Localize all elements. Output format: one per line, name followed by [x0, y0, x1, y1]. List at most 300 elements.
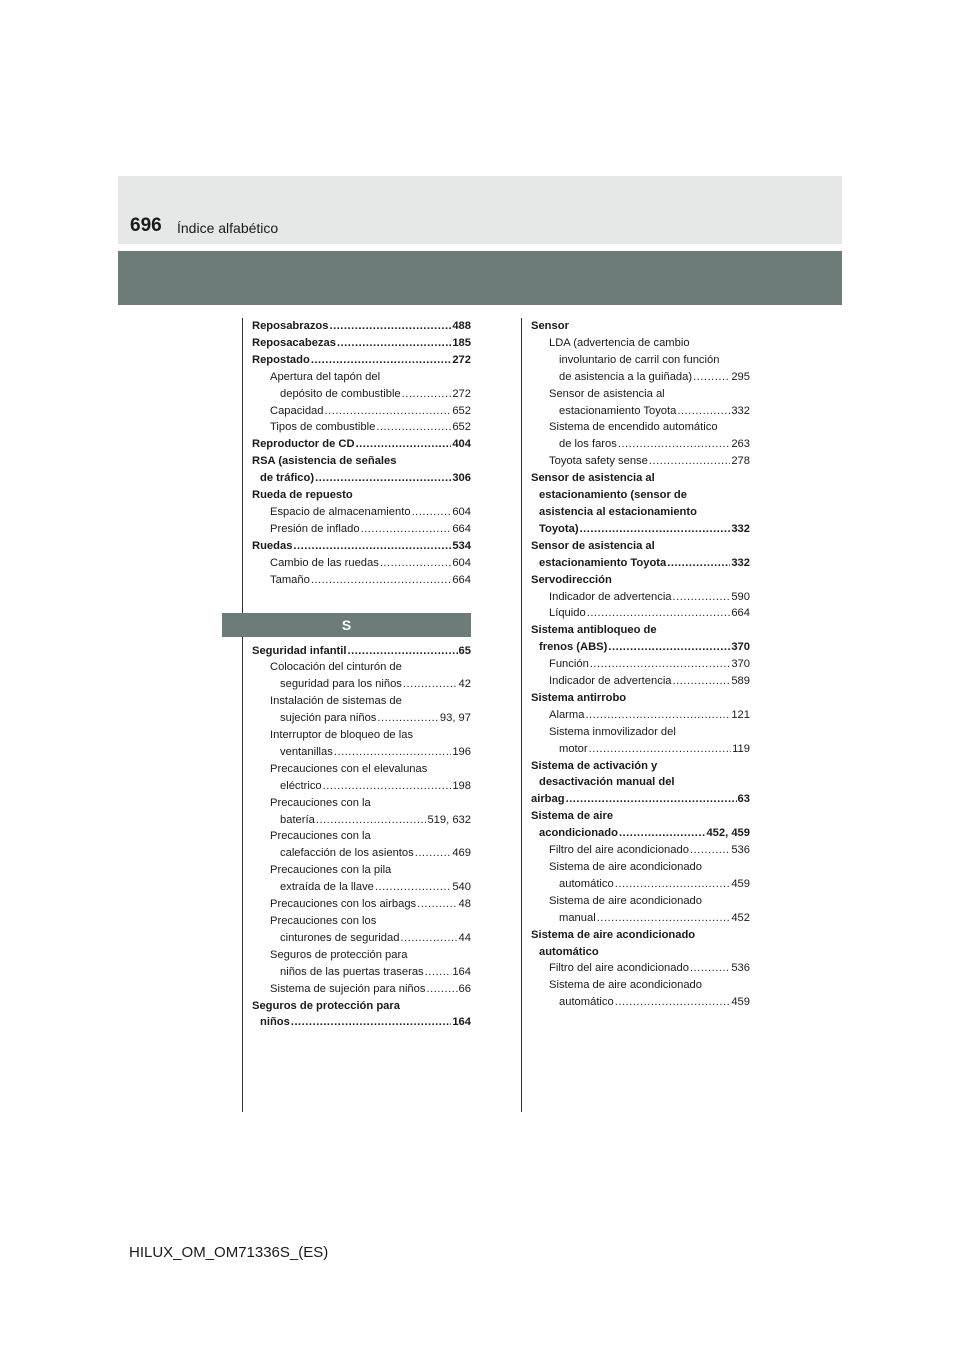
index-column-right — [531, 318, 750, 1011]
index-line — [252, 913, 471, 930]
index-line — [531, 521, 750, 538]
page-reference: 44 — [458, 931, 471, 944]
index-line — [531, 960, 750, 977]
index-line — [252, 369, 471, 386]
index-line — [252, 521, 471, 538]
index-subentry — [252, 693, 471, 727]
page-reference: 589 — [731, 675, 750, 688]
index-line — [531, 419, 750, 436]
index-term: Toyota safety sense — [549, 455, 648, 468]
index-line — [531, 927, 750, 944]
index-line — [252, 572, 471, 589]
document-code: HILUX_OM_OM71336S_(ES) — [129, 1244, 329, 1261]
page-reference: 652 — [452, 404, 471, 417]
dot-leader — [356, 436, 452, 453]
index-subentry — [252, 659, 471, 693]
index-subentry — [531, 859, 750, 893]
page-reference: 370 — [731, 658, 750, 671]
index-term: airbag — [531, 793, 565, 806]
index-term: Sistema de activación y — [531, 759, 658, 772]
page-reference: 652 — [452, 421, 471, 434]
index-term: frenos (ABS) — [539, 641, 608, 654]
index-subentry — [531, 335, 750, 386]
index-term: Sensor — [531, 320, 569, 332]
index-term: desactivación manual del — [539, 776, 675, 789]
dot-leader — [315, 470, 451, 487]
index-entry — [252, 436, 471, 453]
index-line — [252, 744, 471, 761]
dot-leader — [323, 778, 452, 795]
index-subentry — [252, 369, 471, 403]
index-entry — [531, 470, 750, 538]
index-subentry — [252, 727, 471, 761]
index-entry — [531, 622, 750, 656]
index-term: Capacidad — [270, 404, 324, 417]
dot-leader — [311, 572, 452, 589]
index-term: motor — [559, 742, 588, 755]
index-term: Alarma — [549, 708, 585, 721]
dot-leader — [426, 981, 457, 998]
dot-leader — [376, 419, 451, 436]
index-term: Toyota) — [539, 522, 579, 535]
index-term: sujeción para niños — [280, 712, 377, 725]
index-subentry — [252, 761, 471, 795]
index-term: de asistencia a la guiñada) — [559, 370, 693, 383]
dot-leader — [402, 386, 452, 403]
chapter-band — [118, 251, 842, 305]
index-subentry — [252, 555, 471, 572]
index-line — [531, 318, 750, 335]
index-term: Tipos de combustible — [270, 421, 376, 434]
index-line — [531, 944, 750, 961]
index-term: calefacción de los asientos — [280, 847, 414, 860]
index-line — [252, 727, 471, 744]
index-subentry — [531, 453, 750, 470]
page-reference: 272 — [452, 387, 471, 400]
page-reference: 121 — [731, 708, 750, 721]
page-reference: 540 — [452, 881, 471, 894]
index-term: Rueda de repuesto — [252, 489, 353, 502]
dot-leader — [337, 335, 451, 352]
index-term: depósito de combustible — [280, 387, 401, 400]
index-term: Seguridad infantil — [252, 644, 347, 657]
index-line — [252, 676, 471, 693]
index-line — [252, 778, 471, 795]
page-reference: 590 — [731, 590, 750, 603]
index-term: estacionamiento Toyota — [539, 556, 667, 569]
index-subentry — [531, 707, 750, 724]
index-entry — [252, 335, 471, 352]
section-title: Índice alfabético — [177, 220, 279, 236]
index-term: Precauciones con el elevalunas — [270, 762, 428, 775]
page-reference: 306 — [452, 472, 471, 485]
page-reference: 332 — [731, 404, 750, 417]
index-subentry — [252, 572, 471, 589]
dot-leader — [377, 710, 438, 727]
column-divider-right — [521, 318, 522, 1112]
index-term: Cambio de las ruedas — [270, 556, 379, 569]
dot-leader — [380, 555, 452, 572]
index-subentry — [252, 521, 471, 538]
index-term: Precauciones con la — [270, 796, 371, 809]
dot-leader — [585, 707, 730, 724]
index-line — [531, 538, 750, 555]
index-term: automático — [539, 945, 599, 958]
index-line — [252, 812, 471, 829]
dot-leader — [403, 676, 458, 693]
index-line — [252, 643, 471, 660]
index-term: Sistema de aire — [531, 810, 614, 823]
dot-leader — [329, 318, 451, 335]
dot-leader — [425, 964, 452, 981]
page-reference: 332 — [731, 522, 750, 535]
index-line — [252, 981, 471, 998]
page-reference: 536 — [731, 844, 750, 857]
page-reference: 404 — [452, 438, 471, 451]
index-term: Sistema antirrobo — [531, 691, 627, 704]
page-reference: 66 — [458, 982, 471, 995]
dot-leader — [293, 538, 451, 555]
page-reference: 63 — [737, 793, 750, 806]
index-term: Indicador de advertencia — [549, 675, 672, 688]
index-line — [252, 998, 471, 1015]
index-subentry — [531, 419, 750, 453]
index-subentry — [531, 673, 750, 690]
page-reference: 519, 632 — [427, 813, 471, 826]
dot-leader — [673, 589, 731, 606]
index-entry — [531, 927, 750, 961]
dot-leader — [334, 744, 451, 761]
index-line — [531, 876, 750, 893]
index-line — [252, 504, 471, 521]
index-line — [531, 453, 750, 470]
index-term: Sistema de sujeción para niños — [270, 982, 426, 995]
index-subentry — [252, 795, 471, 829]
index-term: niños de las puertas traseras — [280, 965, 424, 978]
index-term: Precauciones con la — [270, 830, 371, 843]
index-entry — [531, 538, 750, 572]
index-term: Filtro del aire acondicionado — [549, 844, 689, 857]
index-line — [531, 589, 750, 606]
index-line — [252, 845, 471, 862]
index-term: Sistema inmovilizador del — [549, 725, 676, 738]
page-reference: 48 — [458, 898, 471, 911]
dot-leader — [618, 436, 730, 453]
index-subentry — [531, 605, 750, 622]
index-term: acondicionado — [539, 827, 618, 840]
page-reference: 263 — [731, 438, 750, 451]
index-term: ventanillas — [280, 745, 333, 758]
dot-leader — [608, 639, 730, 656]
dot-leader — [649, 453, 730, 470]
index-line — [531, 622, 750, 639]
dot-leader — [615, 994, 731, 1011]
page-reference: 604 — [452, 505, 471, 518]
index-entry — [252, 318, 471, 335]
index-line — [531, 673, 750, 690]
index-line — [252, 436, 471, 453]
index-subentry — [531, 589, 750, 606]
index-line — [531, 470, 750, 487]
index-subentry — [252, 403, 471, 420]
index-term: Apertura del tapón del — [270, 370, 381, 383]
index-line — [252, 470, 471, 487]
index-term: Reposacabezas — [252, 336, 336, 349]
index-entry — [252, 453, 471, 487]
index-subentry — [531, 960, 750, 977]
index-term: Sistema de aire acondicionado — [549, 894, 702, 907]
index-line — [252, 710, 471, 727]
index-term: Sistema de aire acondicionado — [549, 979, 702, 992]
index-group-s-continued — [531, 318, 750, 1011]
index-subentry — [252, 419, 471, 436]
index-line — [531, 639, 750, 656]
page-reference: 664 — [731, 607, 750, 620]
page-reference: 164 — [452, 965, 471, 978]
index-line — [531, 656, 750, 673]
index-line — [252, 930, 471, 947]
index-line — [531, 774, 750, 791]
page-reference: 198 — [452, 779, 471, 792]
dot-leader — [597, 910, 731, 927]
index-subentry — [531, 893, 750, 927]
index-term: Sensor de asistencia al — [531, 472, 655, 485]
index-line — [252, 538, 471, 555]
page-reference: 452, 459 — [706, 827, 750, 840]
index-term: Sensor de asistencia al — [531, 539, 655, 552]
index-subentry — [252, 913, 471, 947]
index-term: estacionamiento (sensor de — [539, 489, 687, 502]
index-subentry — [252, 862, 471, 896]
page-reference: 664 — [452, 573, 471, 586]
dot-leader — [619, 825, 705, 842]
dot-leader — [590, 656, 731, 673]
index-entry — [252, 352, 471, 369]
index-subentry — [531, 656, 750, 673]
index-line — [252, 761, 471, 778]
index-term: Seguros de protección para — [270, 948, 408, 961]
index-term: automático — [559, 877, 614, 890]
index-subentry — [252, 981, 471, 998]
index-line — [531, 707, 750, 724]
index-subentry — [252, 828, 471, 862]
dot-leader — [400, 930, 457, 947]
index-line — [531, 842, 750, 859]
dot-leader — [690, 960, 730, 977]
index-term: Interruptor de bloqueo de las — [270, 729, 414, 742]
index-term: Espacio de almacenamiento — [270, 505, 411, 518]
index-term: Función — [549, 658, 589, 671]
index-term: involuntario de carril con función — [559, 353, 720, 366]
index-line — [531, 352, 750, 369]
index-subentry — [252, 504, 471, 521]
index-line — [531, 910, 750, 927]
index-term: Líquido — [549, 607, 586, 620]
index-term: Sistema de aire acondicionado — [549, 861, 702, 873]
index-term: Instalación de sistemas de — [270, 695, 402, 708]
index-line — [252, 453, 471, 470]
page-reference: 452 — [731, 911, 750, 924]
dot-leader — [415, 845, 452, 862]
index-subentry — [531, 386, 750, 420]
index-line — [252, 896, 471, 913]
dot-leader — [673, 673, 731, 690]
index-term: Servodirección — [531, 573, 612, 586]
index-entry — [531, 808, 750, 842]
index-line — [252, 386, 471, 403]
index-term: Precauciones con la pila — [270, 864, 392, 877]
index-subentry — [531, 977, 750, 1011]
index-entry — [531, 318, 750, 335]
index-term: Sistema antibloqueo de — [531, 624, 657, 637]
index-term: Precauciones con los — [270, 915, 377, 927]
index-term: LDA (advertencia de cambio — [549, 336, 690, 349]
index-term: Precauciones con los airbags — [270, 898, 417, 911]
page-reference: 534 — [452, 539, 471, 552]
index-term: extraída de la llave — [280, 881, 374, 894]
page-reference: 295 — [731, 370, 750, 383]
dot-leader — [316, 812, 427, 829]
index-term: niños — [260, 1016, 290, 1029]
page-reference: 93, 97 — [439, 712, 471, 725]
index-term: RSA (asistencia de señales — [252, 455, 397, 468]
index-term: Sistema de encendido automático — [549, 421, 718, 434]
index-group-r — [252, 318, 471, 589]
index-line — [531, 487, 750, 504]
page-reference: 469 — [452, 847, 471, 860]
index-line — [531, 791, 750, 808]
index-line — [531, 690, 750, 707]
page-reference: 370 — [731, 641, 750, 654]
page-reference: 164 — [452, 1016, 471, 1029]
dot-leader — [690, 842, 730, 859]
index-term: automático — [559, 996, 614, 1009]
index-term: batería — [280, 813, 315, 826]
index-entry — [252, 998, 471, 1032]
dot-leader — [677, 403, 730, 420]
page-reference: 278 — [731, 455, 750, 468]
index-term: Repostado — [252, 353, 310, 366]
index-term: Reproductor de CD — [252, 438, 355, 451]
index-subentry — [531, 724, 750, 758]
page-reference: 185 — [452, 336, 471, 349]
index-line — [531, 977, 750, 994]
dot-leader — [412, 504, 452, 521]
column-divider-left — [242, 318, 243, 1112]
dot-leader — [587, 605, 731, 622]
index-line — [252, 487, 471, 504]
dot-leader — [361, 521, 452, 538]
index-line — [531, 386, 750, 403]
dot-leader — [347, 643, 457, 660]
dot-leader — [291, 1014, 451, 1031]
index-line — [252, 419, 471, 436]
index-term: Presión de inflado — [270, 522, 360, 535]
dot-leader — [693, 369, 730, 386]
index-line — [531, 504, 750, 521]
index-line — [252, 352, 471, 369]
page-reference: 664 — [452, 522, 471, 535]
index-entry — [531, 572, 750, 589]
index-term: Tamaño — [270, 573, 310, 586]
dot-leader — [417, 896, 457, 913]
index-term: Ruedas — [252, 539, 293, 552]
dot-leader — [566, 791, 737, 808]
index-line — [252, 947, 471, 964]
page-reference: 272 — [452, 353, 471, 366]
index-line — [531, 369, 750, 386]
index-subentry — [252, 947, 471, 981]
index-line — [252, 693, 471, 710]
index-line — [531, 893, 750, 910]
dot-leader — [325, 403, 452, 420]
page-reference: 604 — [452, 556, 471, 569]
page-reference: 488 — [452, 320, 471, 332]
index-group-s — [252, 643, 471, 1032]
index-line — [531, 825, 750, 842]
dot-leader — [311, 352, 452, 369]
index-line — [531, 758, 750, 775]
index-term: Sistema de aire acondicionado — [531, 928, 696, 941]
page-reference: 536 — [731, 962, 750, 975]
dot-leader — [580, 521, 731, 538]
index-term: manual — [559, 911, 596, 924]
index-line — [252, 964, 471, 981]
index-line — [252, 335, 471, 352]
index-line — [252, 1014, 471, 1031]
dot-leader — [615, 876, 731, 893]
index-entry — [252, 487, 471, 504]
index-column-left — [252, 318, 471, 1031]
index-term: eléctrico — [280, 779, 322, 792]
page-number: 696 — [130, 215, 162, 236]
index-line — [531, 605, 750, 622]
index-line — [252, 555, 471, 572]
index-term: Filtro del aire acondicionado — [549, 962, 689, 975]
index-line — [531, 555, 750, 572]
page-reference: 459 — [731, 877, 750, 890]
index-line — [531, 335, 750, 352]
index-term: Indicador de advertencia — [549, 590, 672, 603]
index-term: Colocación del cinturón de — [270, 661, 402, 674]
index-line — [531, 808, 750, 825]
index-entry — [252, 643, 471, 660]
index-line — [252, 318, 471, 335]
index-line — [531, 403, 750, 420]
index-subentry — [531, 842, 750, 859]
index-line — [252, 879, 471, 896]
index-line — [252, 659, 471, 676]
page-reference: 42 — [458, 678, 471, 691]
index-line — [531, 994, 750, 1011]
index-line — [252, 795, 471, 812]
index-letter-heading: S — [222, 613, 471, 637]
index-entry — [252, 538, 471, 555]
index-term: de los faros — [559, 438, 617, 451]
dot-leader — [375, 879, 451, 896]
index-line — [531, 724, 750, 741]
index-line — [531, 859, 750, 876]
index-line — [531, 572, 750, 589]
index-term: de tráfico) — [260, 472, 315, 485]
index-subentry — [252, 896, 471, 913]
index-entry — [531, 758, 750, 809]
page-reference: 119 — [732, 742, 750, 755]
index-line — [252, 403, 471, 420]
index-term: Seguros de protección para — [252, 999, 400, 1012]
page-reference: 332 — [731, 556, 750, 569]
index-term: seguridad para los niños — [280, 678, 402, 691]
